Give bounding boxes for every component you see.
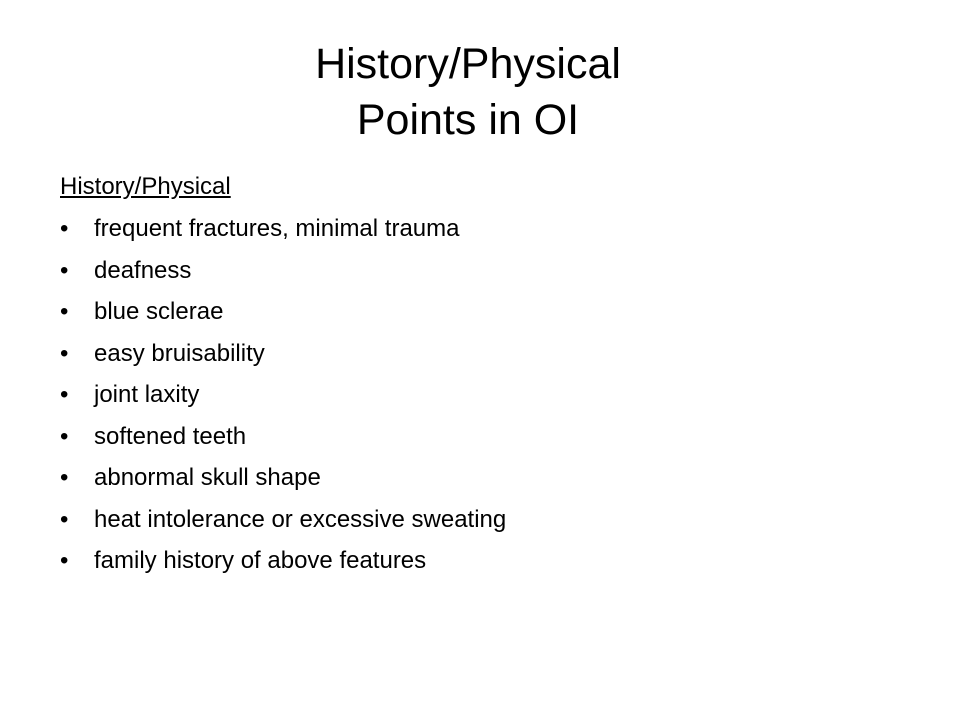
slide-title: [0, 36, 936, 148]
bullet-icon: •: [60, 215, 69, 242]
slide-title-line: History/Physical: [315, 40, 621, 88]
bullet-text: deafness: [94, 256, 192, 284]
bullet-text: easy bruisability: [94, 339, 265, 367]
bullet-icon: •: [60, 298, 69, 325]
bullet-icon: •: [60, 505, 69, 533]
bullet-item: [60, 374, 920, 416]
bullet-text: blue sclerae: [94, 298, 224, 325]
bullet-text: softened teeth: [94, 422, 247, 450]
slide-body: [60, 166, 920, 582]
bullet-icon: •: [60, 464, 69, 491]
bullet-text: abnormal skull shape: [94, 464, 321, 491]
bullet-text: frequent fractures, minimal trauma: [94, 215, 460, 242]
bullet-icon: •: [60, 547, 69, 574]
bullet-icon: •: [60, 339, 69, 367]
bullet-text: heat intolerance or excessive sweating: [94, 505, 507, 533]
bullet-text: family history of above features: [94, 547, 427, 574]
bullet-text: joint laxity: [94, 381, 200, 408]
bullet-item: [60, 291, 920, 333]
bullet-icon: •: [60, 381, 69, 408]
bullet-item: [60, 457, 920, 499]
bullet-item: [60, 499, 920, 541]
bullet-icon: •: [60, 422, 69, 450]
bullet-list: [60, 208, 920, 582]
slide-title-line: Points in OI: [356, 96, 580, 144]
bullet-item: [60, 416, 920, 458]
bullet-item: [60, 250, 920, 292]
bullet-item: [60, 208, 920, 250]
bullet-item: [60, 540, 920, 582]
section-subheading: History/Physical: [60, 173, 231, 200]
bullet-item: [60, 333, 920, 375]
bullet-icon: •: [60, 256, 69, 284]
